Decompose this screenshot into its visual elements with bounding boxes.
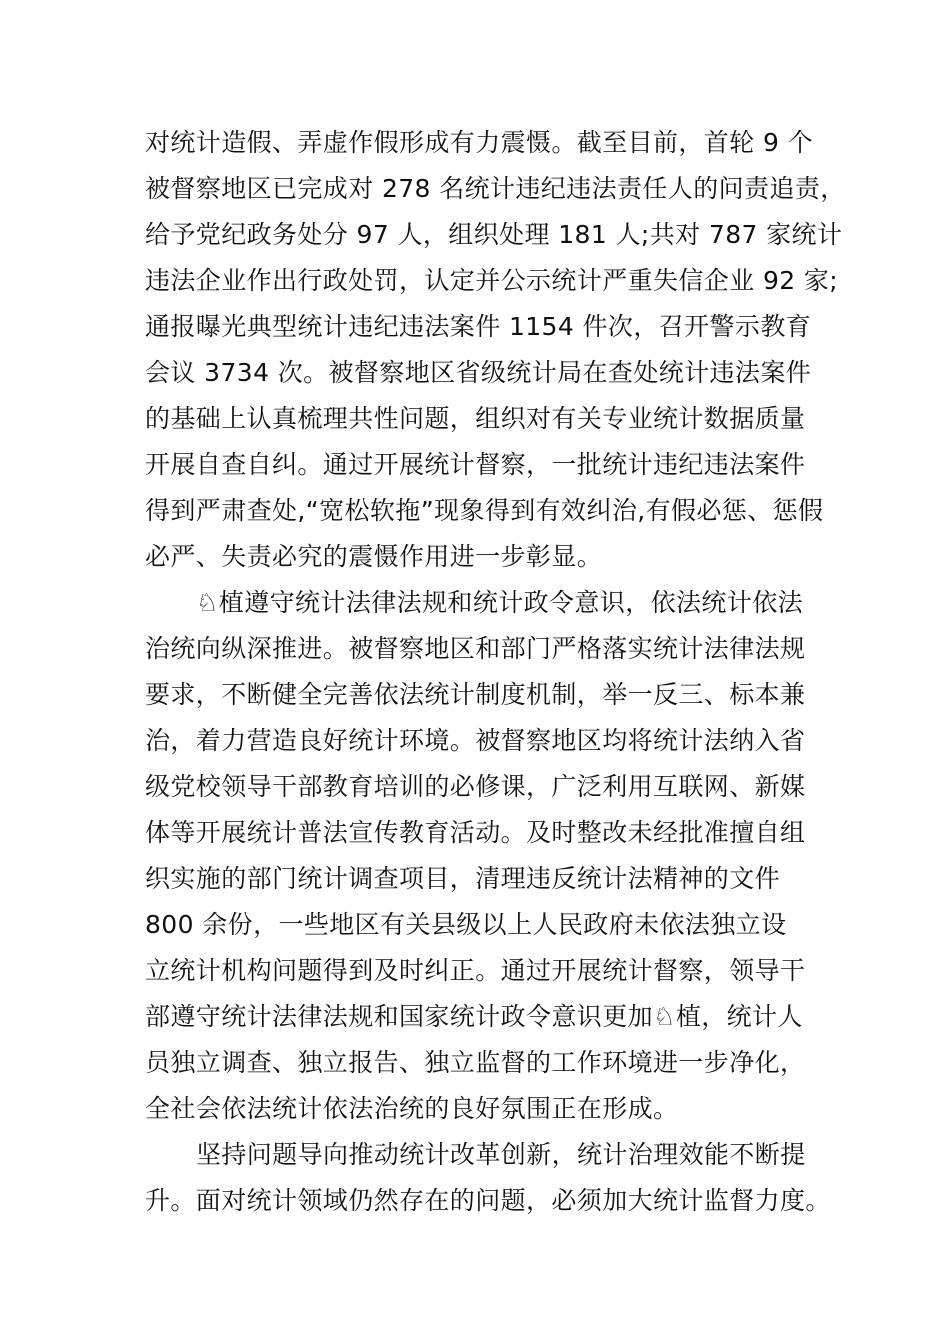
text-line: 被督察地区已完成对 278 名统计违纪违法责任人的问责追责，	[145, 174, 846, 203]
text-line: 违法企业作出行政处罚，认定并公示统计严重失信企业 92 家;	[145, 266, 839, 295]
text-line: 通报曝光典型统计违纪违法案件 1154 件次，召开警示教育	[145, 312, 812, 341]
text-line: 治，着力营造良好统计环境。被督察地区均将统计法纳入省	[145, 726, 806, 755]
text-line: 治统向纵深推进。被督察地区和部门严格落实统计法律法规	[145, 634, 806, 663]
text-line: 得到严肃查处,“宽松软拖”现象得到有效纠治,有假必惩、惩假	[145, 496, 824, 525]
text-line: 给予党纪政务处分 97 人，组织处理 181 人;共对 787 家统计	[145, 220, 843, 249]
paragraph-first-line: ♘植遵守统计法律法规和统计政令意识，依法统计依法	[196, 588, 804, 617]
text-line: 要求，不断健全完善依法统计制度机制，举一反三、标本兼	[145, 680, 806, 709]
text-line: 升。面对统计领域仍然存在的问题，必须加大统计监督力度。	[145, 1186, 831, 1215]
text-line: 级党校领导干部教育培训的必修课，广泛利用互联网、新媒	[145, 772, 806, 801]
text-line: 立统计机构问题得到及时纠正。通过开展统计督察，领导干	[145, 956, 806, 985]
text-line: 体等开展统计普法宣传教育活动。及时整改未经批准擅自组	[145, 818, 806, 847]
text-line: 必严、失责必究的震慑作用进一步彰显。	[145, 542, 603, 571]
text-line: 织实施的部门统计调查项目，清理违反统计法精神的文件	[145, 864, 781, 893]
text-line: 对统计造假、弄虚作假形成有力震慑。截至目前，首轮 9 个	[145, 128, 814, 157]
text-line: 开展自查自纠。通过开展统计督察，一批统计违纪违法案件	[145, 450, 806, 479]
paragraph-first-line: 坚持问题导向推动统计改革创新，统计治理效能不断提	[196, 1140, 806, 1169]
text-line: 全社会依法统计依法治统的良好氛围正在形成。	[145, 1094, 679, 1123]
text-line: 800 余份，一些地区有关县级以上人民政府未依法独立设	[145, 910, 787, 939]
text-line: 员独立调查、独立报告、独立监督的工作环境进一步净化，	[145, 1048, 806, 1077]
text-line: 会议 3734 次。被督察地区省级统计局在查处统计违法案件	[145, 358, 812, 387]
text-line: 部遵守统计法律法规和国家统计政令意识更加♘植，统计人	[145, 1002, 803, 1031]
text-line: 的基础上认真梳理共性问题，组织对有关专业统计数据质量	[145, 404, 806, 433]
